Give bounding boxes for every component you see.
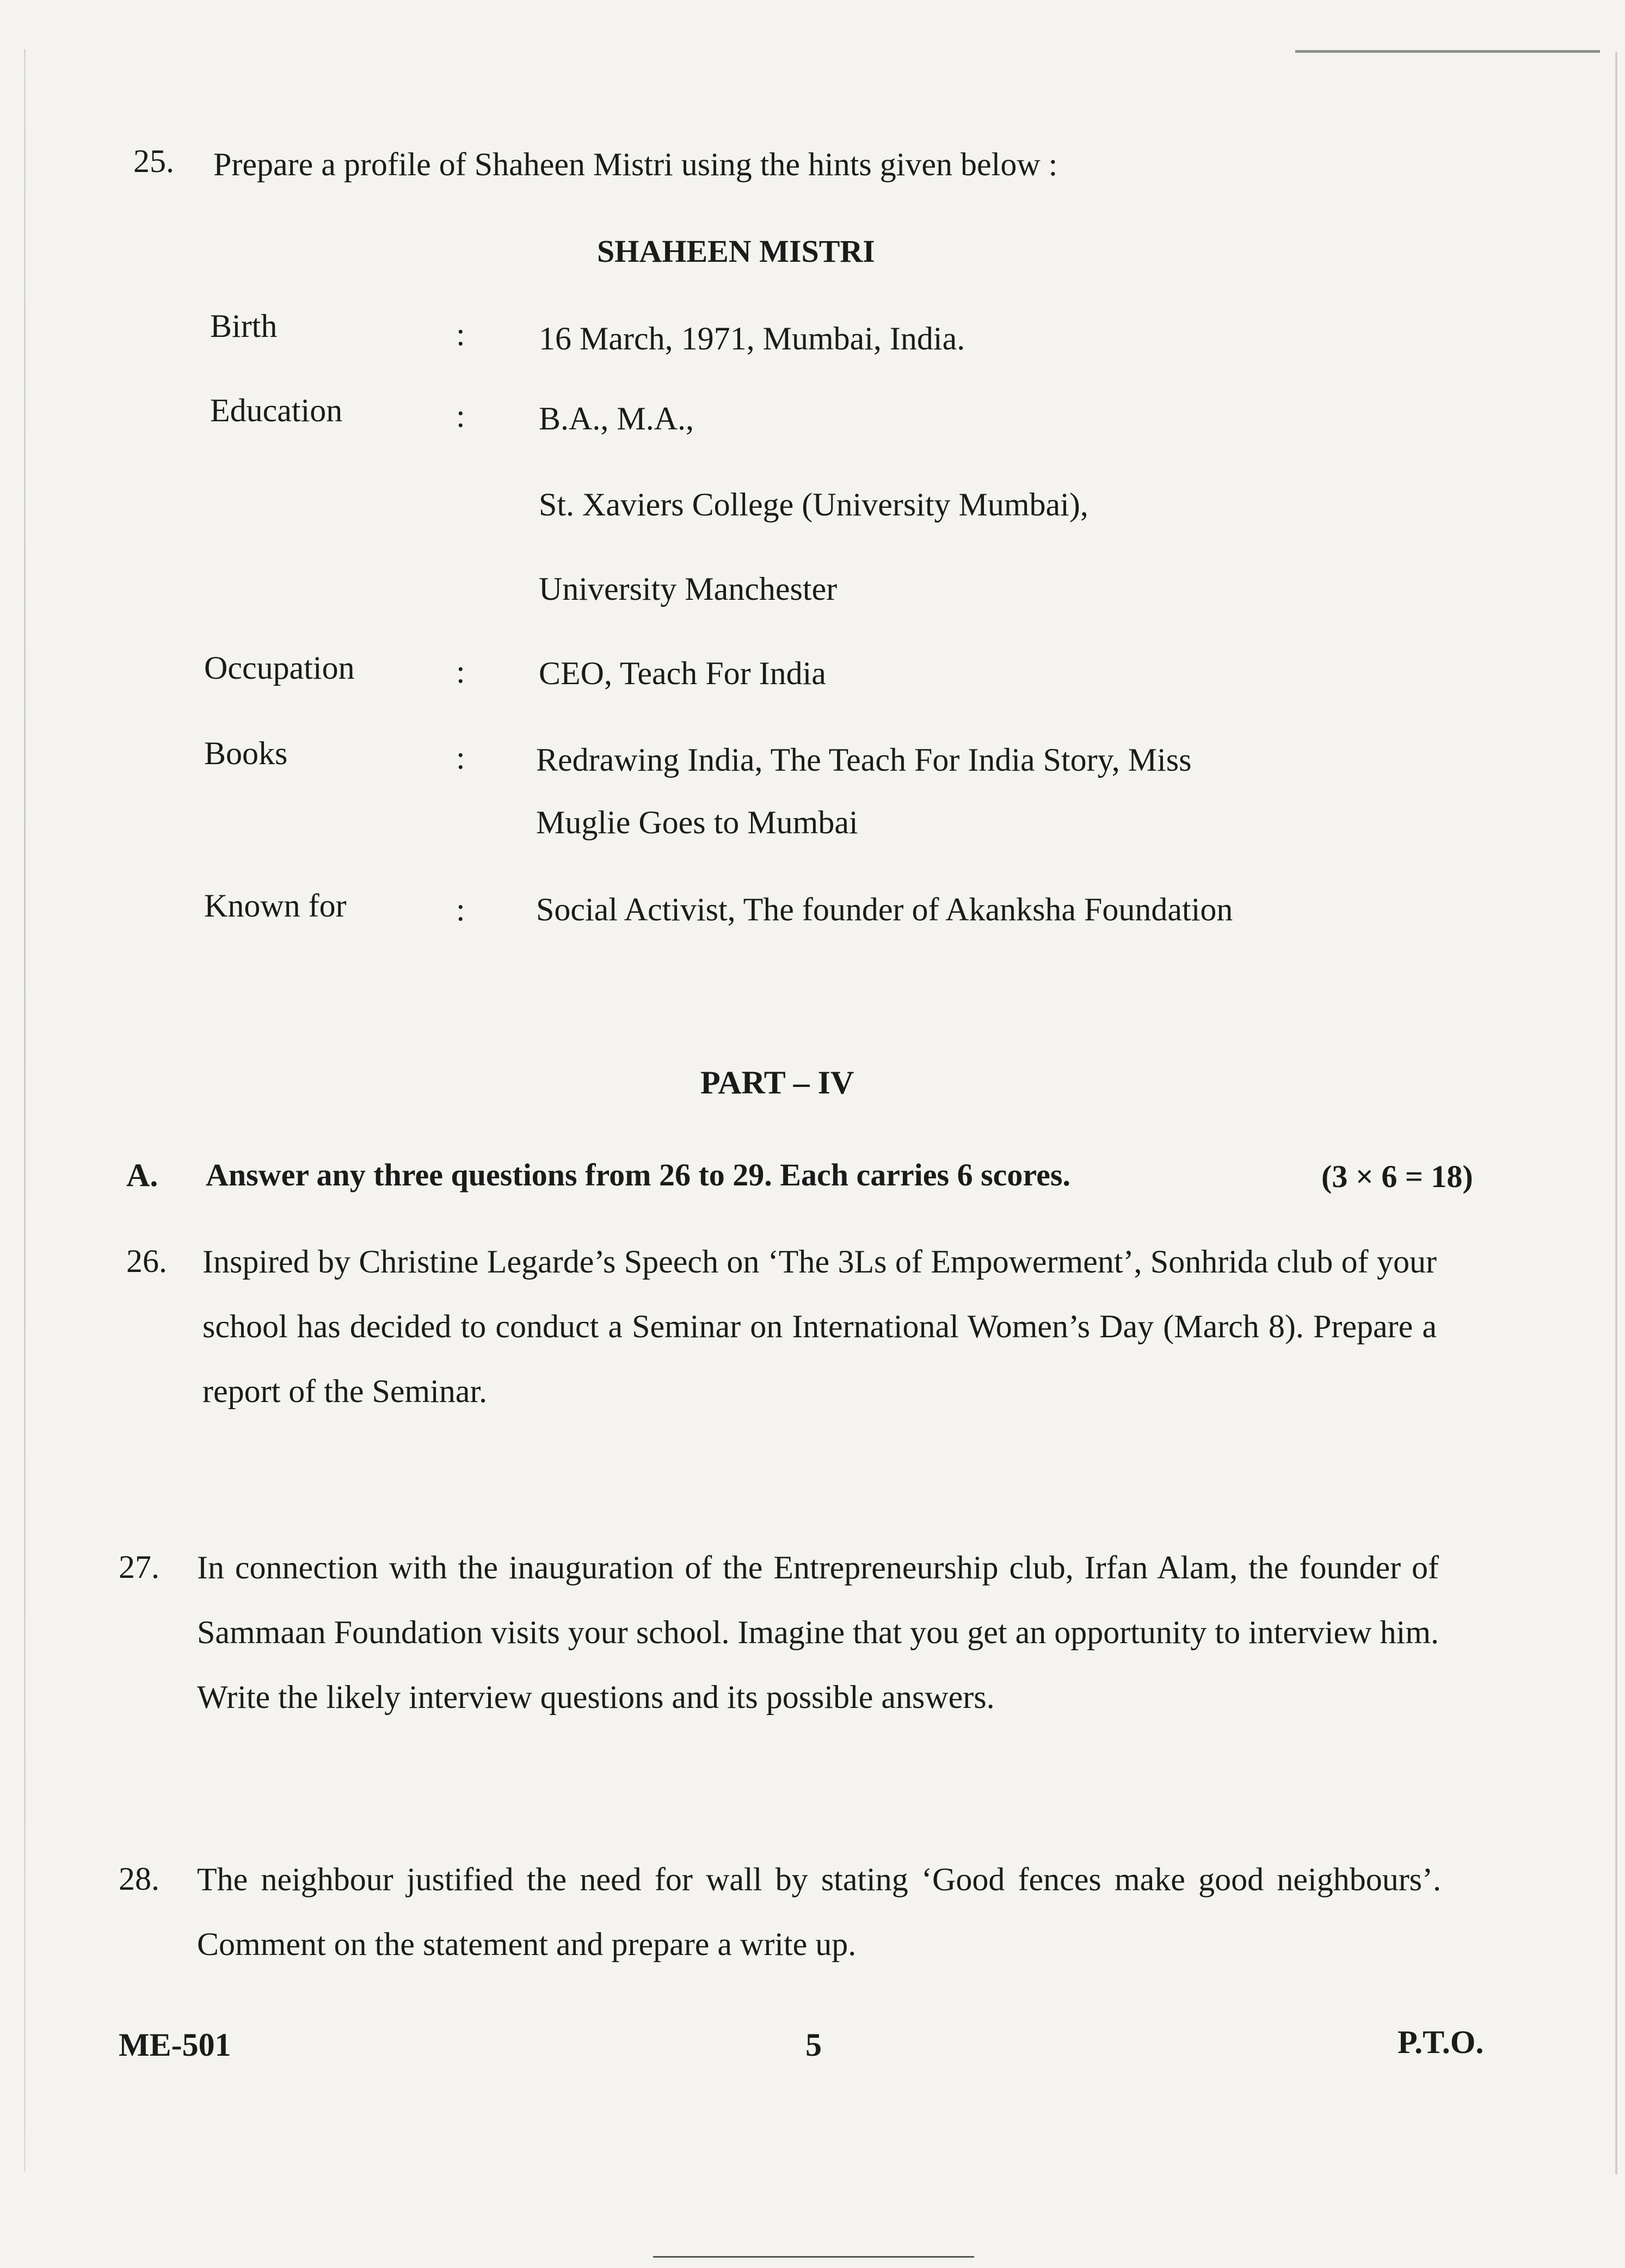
question-text: In connection with the inauguration of the Entrepreneurship club, Irfan Alam, the founder of Sammaan Foundation visits your school. Imagine that you get an opportunity to interview him. Write the likely interview questions and its possible answers. xyxy=(197,1550,1439,1715)
bottom-rule xyxy=(653,2256,974,2258)
page-edge-mark xyxy=(1295,50,1600,53)
page-turn-over: P.T.O. xyxy=(1398,2024,1484,2060)
profile-value: CEO, Teach For India xyxy=(539,655,826,691)
profile-label-occupation: Occupation xyxy=(204,650,355,686)
page-edge xyxy=(24,49,26,2172)
profile-title: SHAHEEN MISTRI xyxy=(597,233,875,269)
paper-code: ME-501 xyxy=(119,2027,231,2063)
profile-separator: : xyxy=(456,398,465,434)
profile-value: 16 March, 1971, Mumbai, India. xyxy=(539,321,965,357)
question-number: 25. xyxy=(133,143,174,179)
section-instruction: Answer any three questions from 26 to 29. Each carries 6 scores. xyxy=(206,1157,1070,1193)
question-number: 27. xyxy=(119,1549,159,1585)
question-number: 28. xyxy=(119,1861,159,1897)
page-edge-shadow xyxy=(1615,52,1617,2174)
profile-value: Redrawing India, The Teach For India Story, Miss xyxy=(536,742,1192,778)
profile-separator: : xyxy=(456,892,465,927)
profile-label-books: Books xyxy=(204,735,288,771)
profile-separator: : xyxy=(456,316,465,352)
section-marks: (3 × 6 = 18) xyxy=(1321,1159,1473,1194)
section-letter: A. xyxy=(126,1157,158,1193)
profile-separator: : xyxy=(456,654,465,690)
profile-value: B.A., M.A., xyxy=(539,401,694,437)
part-heading: PART – IV xyxy=(700,1065,854,1101)
question-text: Prepare a profile of Shaheen Mistri using the hints given below : xyxy=(213,146,1058,182)
profile-label-education: Education xyxy=(210,392,343,428)
profile-label-birth: Birth xyxy=(210,308,278,344)
profile-label-known-for: Known for xyxy=(204,888,347,924)
question-text: The neighbour justified the need for wall by stating ‘Good fences make good neighbours’. Comment on the statement and prepare a write up. xyxy=(197,1861,1441,1962)
profile-value: Social Activist, The founder of Akanksha Foundation xyxy=(536,892,1233,927)
question-number: 26. xyxy=(126,1243,167,1279)
page-number: 5 xyxy=(805,2027,822,2063)
profile-value: Muglie Goes to Mumbai xyxy=(536,804,858,840)
profile-value: St. Xaviers College (University Mumbai), xyxy=(539,487,1088,523)
question-text: Inspired by Christine Legarde’s Speech on ‘The 3Ls of Empowerment’, Sonhrida club of your school has decided to conduct a Seminar on International Women’s Day (March 8). Prepare a report of the Seminar. xyxy=(202,1244,1437,1409)
profile-value: University Manchester xyxy=(539,571,838,607)
profile-separator: : xyxy=(456,740,465,776)
